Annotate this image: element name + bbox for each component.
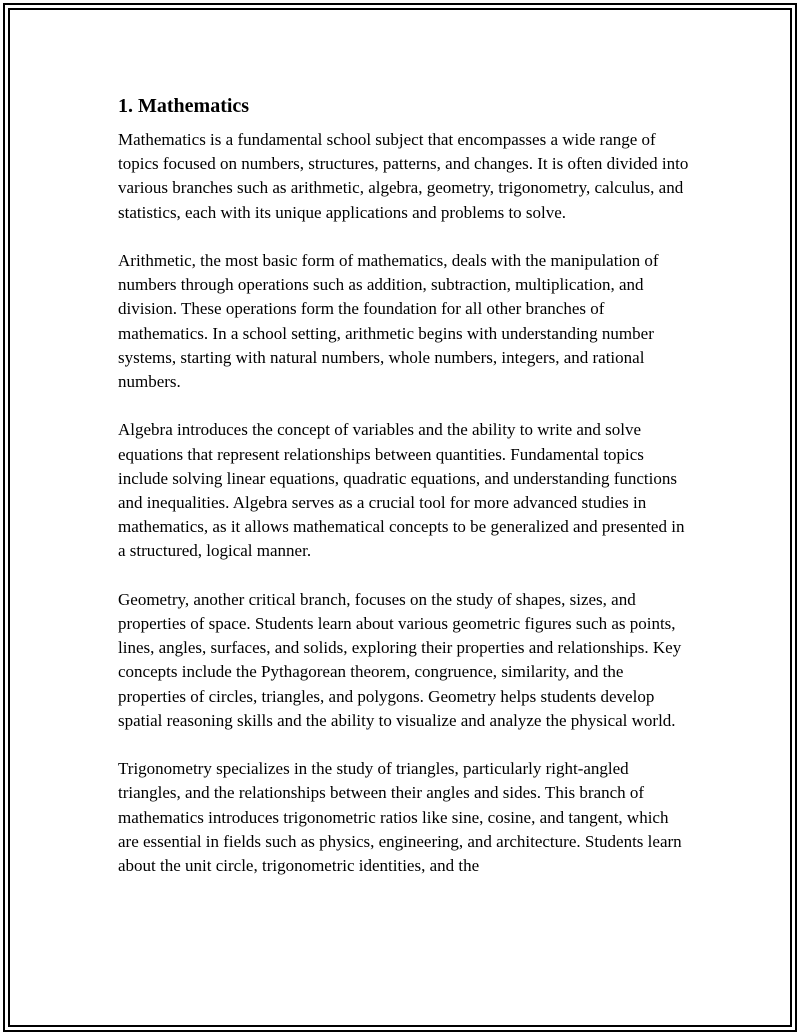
section-heading: 1. Mathematics — [118, 95, 250, 117]
paragraph-intro: Mathematics is a fundamental school subject that encompasses a wide range of topics focused on numbers, structures, patterns, and changes. It is often divided into various branches such as arithmetic, algebra, geometry, trigonometry, calculus, and statistics, each with its unique applications and problems to solve. — [118, 130, 689, 222]
paragraph-trigonometry: Trigonometry specializes in the study of triangles, particularly right-angled triangles, and the relationships between their angles and sides. This branch of mathematics introduces trigonometric ratios like sine, cosine, and tangent, which are essential in fields such as physics, engineering, and architecture. Students learn about the unit circle, trigonometric identities, and the — [118, 759, 682, 876]
paragraph-geometry: Geometry, another critical branch, focuses on the study of shapes, sizes, and properties of space. Students learn about various geometric figures such as points, lines, angles, surfaces, and solids, exploring their properties and relationships. Key concepts include the Pythagorean theorem, congruence, similarity, and the properties of circles, triangles, and polygons. Geometry helps students develop spatial reasoning skills and the ability to visualize and analyze the physical world. — [118, 589, 682, 730]
paragraph-arithmetic: Arithmetic, the most basic form of mathematics, deals with the manipulation of numbers through operations such as addition, subtraction, multiplication, and division. These operations form the foundation for all other branches of mathematics. In a school setting, arithmetic begins with understanding number systems, starting with natural numbers, whole numbers, integers, and rational numbers. — [118, 251, 659, 392]
document-body — [118, 94, 692, 878]
paragraph-algebra: Algebra introduces the concept of variables and the ability to write and solve equations that represent relationships between quantities. Fundamental topics include solving linear equations, quadratic equations, and understanding functions and inequalities. Algebra serves as a crucial tool for more advanced studies in mathematics, as it allows mathematical concepts to be generalized and presented in a structured, logical manner. — [118, 420, 685, 561]
